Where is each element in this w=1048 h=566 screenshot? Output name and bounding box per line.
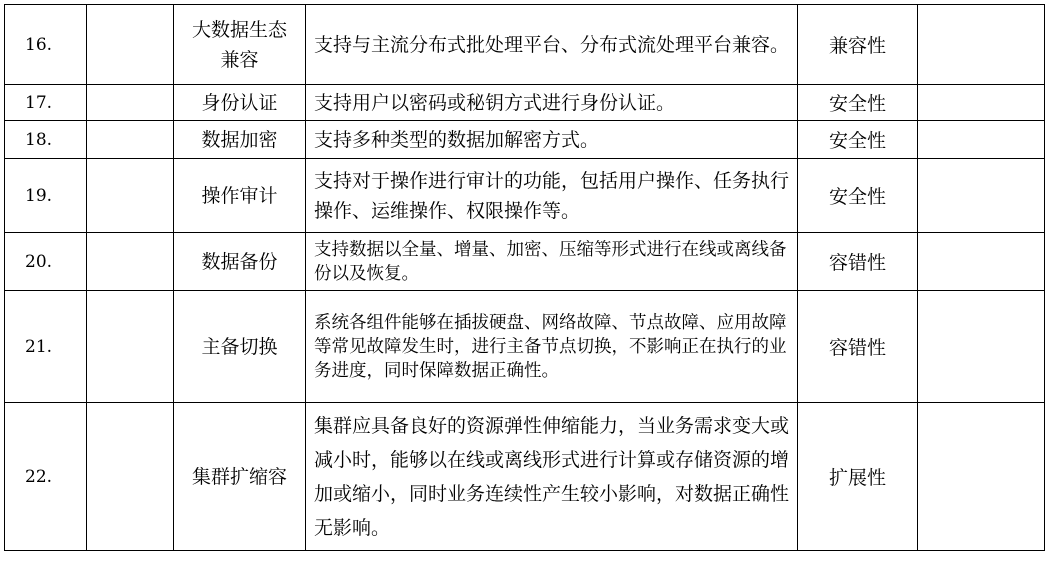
requirement-category: 兼容性 — [798, 5, 918, 85]
empty-cell — [87, 121, 174, 159]
requirement-category: 安全性 — [798, 121, 918, 159]
table-row — [5, 5, 1045, 85]
requirement-category: 容错性 — [798, 233, 918, 291]
requirement-description: 支持对于操作进行审计的功能，包括用户操作、任务执行操作、运维操作、权限操作等。 — [306, 159, 798, 233]
empty-cell — [87, 85, 174, 121]
requirement-description: 支持与主流分布式批处理平台、分布式流处理平台兼容。 — [306, 5, 798, 85]
requirement-name: 数据加密 — [174, 121, 306, 159]
requirement-description: 支持数据以全量、增量、加密、压缩等形式进行在线或离线备份以及恢复。 — [306, 233, 798, 291]
requirement-category: 安全性 — [798, 159, 918, 233]
empty-cell — [87, 233, 174, 291]
requirement-category: 容错性 — [798, 291, 918, 403]
row-number: 16. — [5, 5, 87, 85]
row-number: 17. — [5, 85, 87, 121]
empty-cell — [918, 291, 1045, 403]
empty-cell — [918, 85, 1045, 121]
table-row — [5, 85, 1045, 121]
requirement-name: 身份认证 — [174, 85, 306, 121]
row-number: 21. — [5, 291, 87, 403]
requirement-name: 集群扩缩容 — [174, 403, 306, 551]
empty-cell — [87, 5, 174, 85]
empty-cell — [918, 159, 1045, 233]
table-row — [5, 291, 1045, 403]
row-number: 19. — [5, 159, 87, 233]
requirement-name: 大数据生态兼容 — [174, 5, 306, 85]
empty-cell — [918, 403, 1045, 551]
requirement-category: 扩展性 — [798, 403, 918, 551]
requirement-description: 支持用户以密码或秘钥方式进行身份认证。 — [306, 85, 798, 121]
empty-cell — [87, 159, 174, 233]
empty-cell — [87, 291, 174, 403]
requirements-table — [4, 4, 1045, 551]
requirement-description: 系统各组件能够在插拔硬盘、网络故障、节点故障、应用故障等常见故障发生时，进行主备节点切换，不影响正在执行的业务进度，同时保障数据正确性。 — [306, 291, 798, 403]
requirement-description: 支持多种类型的数据加解密方式。 — [306, 121, 798, 159]
row-number: 22. — [5, 403, 87, 551]
requirement-name: 主备切换 — [174, 291, 306, 403]
requirement-name: 数据备份 — [174, 233, 306, 291]
row-number: 18. — [5, 121, 87, 159]
requirement-description: 集群应具备良好的资源弹性伸缩能力，当业务需求变大或减小时，能够以在线或离线形式进行计算或存储资源的增加或缩小，同时业务连续性产生较小影响，对数据正确性无影响。 — [306, 403, 798, 551]
empty-cell — [918, 5, 1045, 85]
table-row — [5, 403, 1045, 551]
empty-cell — [87, 403, 174, 551]
row-number: 20. — [5, 233, 87, 291]
empty-cell — [918, 121, 1045, 159]
requirement-category: 安全性 — [798, 85, 918, 121]
requirement-name: 操作审计 — [174, 159, 306, 233]
empty-cell — [918, 233, 1045, 291]
table-row — [5, 233, 1045, 291]
table-row — [5, 159, 1045, 233]
table-row — [5, 121, 1045, 159]
